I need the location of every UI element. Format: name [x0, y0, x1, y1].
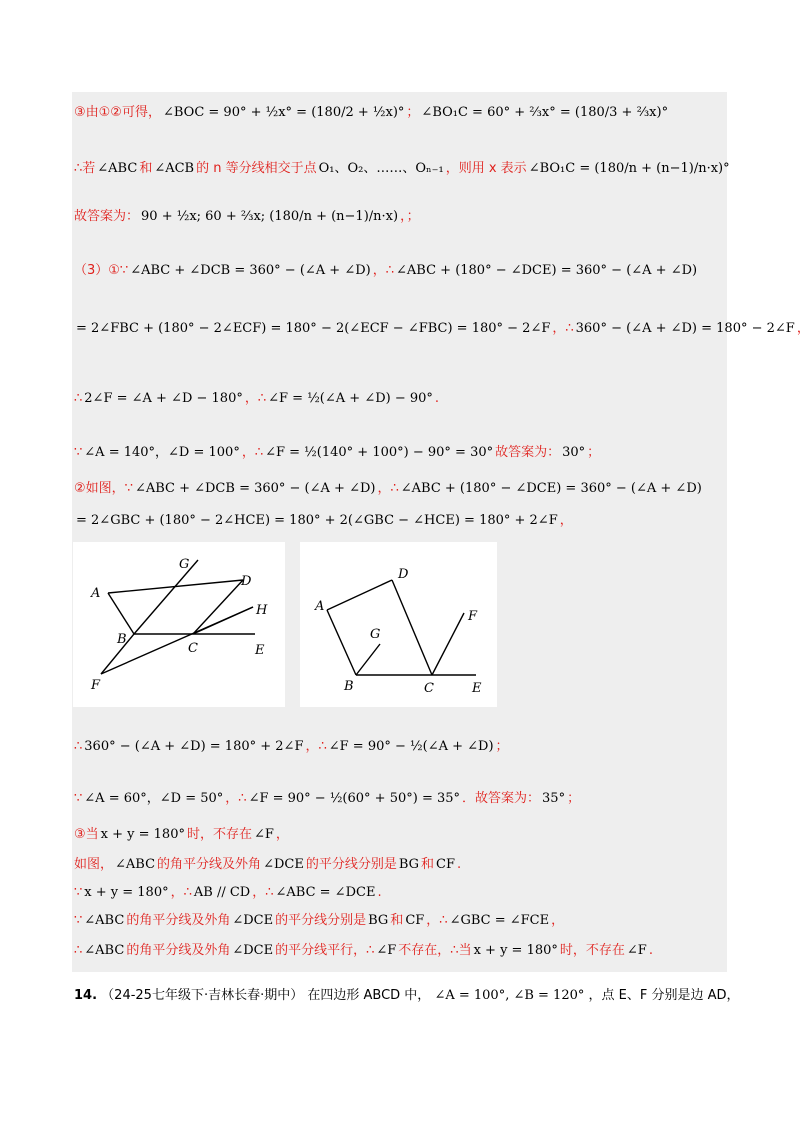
solution-text-segment: ．故答案为：: [462, 791, 541, 806]
figure-2: [300, 542, 497, 707]
math-expression: BG: [398, 857, 420, 872]
solution-text-segment: ③当: [74, 827, 99, 842]
math-expression: ∠ABC = ∠DCE: [275, 885, 376, 900]
question-text-1: 在四边形 ABCD 中，: [307, 988, 431, 1003]
solution-text-segment: 和: [421, 857, 435, 872]
solution-text-segment: 和: [390, 913, 404, 928]
math-expression: 360° − (∠A + ∠D) = 180° − 2∠F: [575, 321, 795, 336]
solution-text-segment: 的平分线分别是: [305, 857, 397, 872]
solution-text-segment: 的角平分线及外角: [126, 913, 231, 928]
math-expression: ∠ABC + ∠DCB = 360° − (∠A + ∠D): [134, 481, 376, 496]
solution-line-8: [74, 480, 704, 498]
solution-line-2: [74, 160, 732, 178]
solution-line-5: [74, 320, 810, 338]
math-expression: ∠BO₁C = (180/n + (n−1)/n·x)°: [528, 161, 730, 176]
solution-text-segment: ；: [587, 445, 601, 460]
solution-text-segment: ∵: [74, 885, 83, 900]
fig2-label-g: G: [370, 627, 381, 642]
solution-text-segment: 时，不存在: [186, 827, 252, 842]
solution-text-segment: ，∴: [552, 321, 574, 336]
question-source: （24-25七年级下·吉林长春·期中）: [101, 988, 304, 1003]
fig2-label-e: E: [472, 681, 482, 696]
math-expression: ∠F: [626, 943, 647, 958]
solution-line-16: [74, 942, 653, 960]
solution-text-segment: ，∴: [252, 885, 274, 900]
question-text-2: ，点 E、F 分别是边 AD，: [588, 988, 740, 1003]
math-expression: CF: [436, 857, 456, 872]
fig1-label-g: G: [179, 557, 190, 572]
solution-text-segment: 的角平分线及外角: [157, 857, 262, 872]
solution-text-segment: 的角平分线及外角: [126, 943, 231, 958]
math-expression: ∠ABC + (180° − ∠DCE) = 360° − (∠A + ∠D): [400, 481, 702, 496]
solution-text-segment: ∵: [74, 445, 83, 460]
math-expression: ∠F = ½(∠A + ∠D) − 90°: [268, 391, 433, 406]
solution-text-segment: ，∴: [241, 445, 264, 460]
solution-text-segment: ∴若: [74, 161, 96, 176]
solution-text-segment: ，∴: [244, 391, 267, 406]
solution-text-segment: ②如图，∵: [74, 481, 133, 496]
solution-text-segment: ，∴: [170, 885, 192, 900]
math-expression: x + y = 180°: [473, 943, 558, 958]
math-expression: 35°: [542, 791, 566, 806]
solution-text-segment: ，；: [400, 209, 420, 224]
solution-text-segment: 不存在，∴当: [398, 943, 472, 958]
solution-text-segment: ∴: [74, 391, 83, 406]
fig1-label-e: E: [255, 643, 265, 658]
solution-text-segment: 的 n 等分线相交于点: [196, 161, 317, 176]
fig1-label-c: C: [188, 641, 198, 656]
question-condition: ∠A = 100°, ∠B = 120°: [434, 988, 585, 1003]
math-expression: ∠F = 90° − ½(60° + 50°) = 35°: [248, 791, 461, 806]
math-expression: = 2∠GBC + (180° − 2∠HCE) = 180° + 2(∠GBC − ∠HCE) = 180° + 2∠F: [76, 513, 558, 528]
math-expression: ∠ACB: [154, 161, 195, 176]
fig1-label-f: F: [91, 678, 101, 693]
solution-text-segment: ，则用 x 表示: [445, 161, 527, 176]
fig2-label-b: B: [344, 679, 354, 694]
fig1-label-h: H: [256, 603, 268, 618]
solution-line-6: [74, 390, 439, 408]
math-expression: ∠F = 90° − ½(∠A + ∠D): [328, 739, 494, 754]
solution-text-segment: ，: [559, 513, 573, 528]
fig2-label-d: D: [398, 567, 409, 582]
solution-text-segment: ；: [567, 791, 581, 806]
solution-text-segment: ，∴: [372, 263, 395, 278]
math-expression: ∠BO₁C = 60° + ⅔x° = (180/3 + ⅔x)°: [421, 105, 669, 120]
solution-text-segment: 时，不存在: [559, 943, 625, 958]
solution-text-segment: ，∴: [225, 791, 247, 806]
solution-text-segment: ∵: [74, 791, 83, 806]
solution-text-segment: 故答案为：: [74, 209, 140, 224]
fig2-label-a: A: [315, 599, 325, 614]
solution-line-12: [74, 826, 289, 844]
math-expression: ∠F: [376, 943, 397, 958]
math-expression: ∠F: [253, 827, 274, 842]
solution-text-segment: .: [434, 391, 440, 406]
solution-line-7: [74, 444, 600, 462]
solution-line-4: [74, 262, 699, 280]
fig1-label-d: D: [241, 574, 252, 589]
math-expression: x + y = 180°: [100, 827, 185, 842]
solution-text-segment: ，: [275, 827, 289, 842]
math-expression: ∠A = 60°，∠D = 50°: [84, 791, 224, 806]
solution-line-13: [74, 856, 461, 874]
solution-text-segment: 的平分线分别是: [275, 913, 367, 928]
math-expression: BG: [368, 913, 389, 928]
solution-line-10: [74, 738, 509, 756]
solution-text-segment: 如图，: [74, 857, 114, 872]
solution-text-segment: .: [457, 857, 462, 872]
solution-line-15: [74, 912, 564, 930]
math-expression: ∠ABC + (180° − ∠DCE) = 360° − (∠A + ∠D): [396, 263, 698, 278]
math-expression: ∠ABC: [84, 913, 125, 928]
figure-2-diagram: [300, 542, 497, 707]
solution-text-segment: 的平分线平行，∴: [275, 943, 375, 958]
solution-text-segment: （3）①∵: [74, 263, 129, 278]
figure-1-diagram: [73, 542, 285, 707]
math-expression: 30°: [562, 445, 586, 460]
fig1-label-a: A: [91, 586, 101, 601]
solution-text-segment: ，∴: [377, 481, 399, 496]
math-expression: ∠DCE: [232, 943, 274, 958]
question-14: [74, 984, 740, 1003]
math-expression: ∠GBC = ∠FCE: [449, 913, 550, 928]
solution-text-segment: ，∴: [305, 739, 327, 754]
figure-1: [73, 542, 285, 707]
math-expression: ∠ABC + ∠DCB = 360° − (∠A + ∠D): [130, 263, 371, 278]
question-number: 14.: [74, 988, 98, 1003]
solution-text-segment: ∴: [74, 943, 83, 958]
solution-text-segment: 故答案为：: [495, 445, 561, 460]
math-expression: 2∠F = ∠A + ∠D − 180°: [84, 391, 243, 406]
solution-line-9: [74, 512, 573, 530]
math-expression: ∠DCE: [263, 857, 304, 872]
math-expression: 90 + ½x; 60 + ⅔x; (180/n + (n−1)/n·x): [141, 209, 399, 224]
math-expression: ∠F = ½(140° + 100°) − 90° = 30°: [265, 445, 494, 460]
math-expression: ∠ABC: [84, 943, 125, 958]
fig2-label-c: C: [424, 681, 434, 696]
solution-text-segment: ③由①②可得，: [74, 105, 161, 120]
solution-text-segment: 和: [139, 161, 153, 176]
solution-text-segment: ∴: [74, 739, 83, 754]
solution-text-segment: .: [648, 943, 653, 958]
fig2-label-f: F: [468, 609, 478, 624]
solution-line-3: [74, 208, 420, 226]
math-expression: ∠ABC: [115, 857, 156, 872]
math-expression: ∠ABC: [97, 161, 138, 176]
solution-text-segment: ；: [406, 105, 420, 120]
solution-line-11: [74, 790, 580, 808]
solution-line-14: [74, 884, 382, 902]
solution-text-segment: ，: [796, 321, 810, 336]
math-expression: = 2∠FBC + (180° − 2∠ECF) = 180° − 2(∠ECF − ∠FBC) = 180° − 2∠F: [76, 321, 551, 336]
solution-text-segment: ，∴: [426, 913, 448, 928]
solution-line-1: [74, 104, 670, 122]
solution-text-segment: ∵: [74, 913, 83, 928]
solution-text-segment: ；: [495, 739, 509, 754]
math-expression: 360° − (∠A + ∠D) = 180° + 2∠F: [84, 739, 304, 754]
math-expression: ∠BOC = 90° + ½x° = (180/2 + ½x)°: [162, 105, 405, 120]
math-expression: CF: [405, 913, 425, 928]
solution-text-segment: .: [377, 885, 382, 900]
fig1-label-b: B: [117, 632, 127, 647]
math-expression: ∠DCE: [232, 913, 274, 928]
math-expression: O₁、O₂、……、Oₙ₋₁: [318, 161, 444, 176]
solution-text-segment: ，: [551, 913, 565, 928]
math-expression: AB // CD: [193, 885, 251, 900]
math-expression: ∠A = 140°，∠D = 100°: [84, 445, 240, 460]
math-expression: x + y = 180°: [84, 885, 169, 900]
